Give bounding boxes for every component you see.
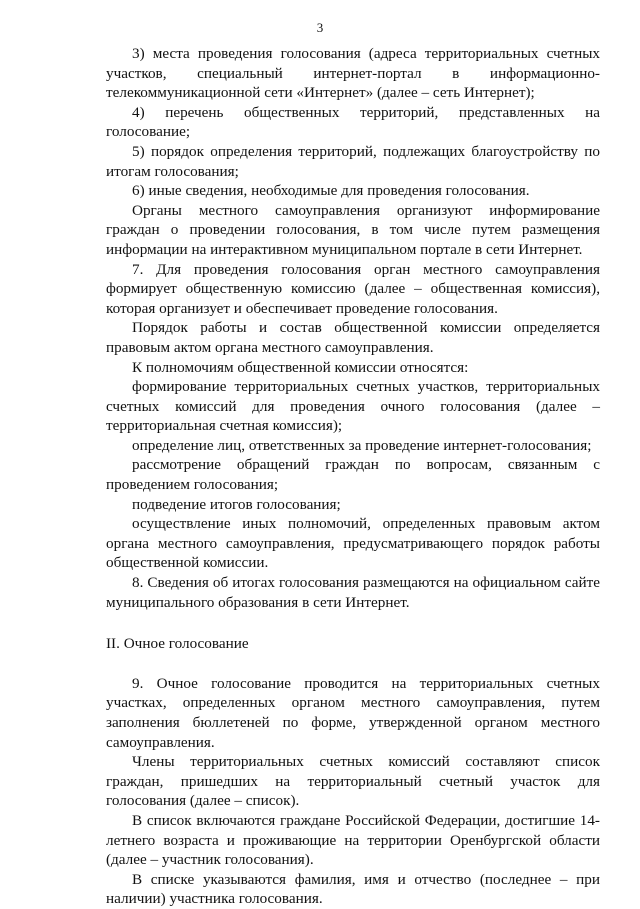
paragraph: 5) порядок определения территорий, подлежащих благоустройству по итогам голосования;: [106, 142, 600, 180]
paragraph: осуществление иных полномочий, определенных правовым актом органа местного самоуправления, предусматривающего порядок работы общественной комиссии.: [106, 515, 600, 572]
paragraph: Члены территориальных счетных комиссий составляют список граждан, пришедших на территориальный счетный участок для голосования (далее – список).: [106, 753, 600, 810]
page-number: 3: [316, 20, 324, 35]
paragraph: 8. Сведения об итогах голосования размещаются на официальном сайте муниципального образования в сети Интернет.: [106, 574, 600, 611]
paragraph: К полномочиям общественной комиссии относятся:: [132, 358, 469, 376]
paragraph: подведение итогов голосования;: [132, 495, 341, 513]
paragraph: определение лиц, ответственных за проведение интернет-голосования;: [132, 436, 592, 454]
paragraph: 9. Очное голосование проводится на территориальных счетных участках, определенных органом местного самоуправления, путем заполнения бюллетеней по форме, утвержденной органом местного самоуправления.: [106, 674, 600, 751]
paragraph: 3) места проведения голосования (адреса территориальных счетных участков, специальный интернет-портал в информационно-телекоммуникационной сети «Интернет» (далее – сеть Интернет);: [106, 45, 600, 102]
paragraph: В список включаются граждане Российской Федерации, достигшие 14-летнего возраста и проживающие на территории Оренбургской области (далее – участник голосования).: [106, 811, 600, 869]
paragraph: В списке указываются фамилия, имя и отчество (последнее – при наличии) участника голосования.: [106, 870, 600, 908]
paragraph: Порядок работы и состав общественной комиссии определяется правовым актом органа местного самоуправления.: [106, 319, 600, 356]
section-heading: II. Очное голосование: [106, 635, 249, 653]
paragraph: 6) иные сведения, необходимые для проведения голосования.: [132, 182, 530, 200]
document-body: [106, 44, 600, 909]
paragraph: формирование территориальных счетных участков, территориальных счетных комиссий для проведения очного голосования (далее – территориальная счетная комиссия);: [106, 378, 600, 435]
paragraph: 7. Для проведения голосования орган местного самоуправления формирует общественную комиссию (далее – общественная комиссия), которая организует и обеспечивает проведение голосования.: [106, 260, 600, 317]
paragraph: рассмотрение обращений граждан по вопросам, связанным с проведением голосования;: [106, 456, 600, 494]
paragraph: Органы местного самоуправления организуют информирование граждан о проведении голосования, в том числе путем размещения информации на интерактивном муниципальном портале в сети Интернет.: [106, 201, 600, 258]
paragraph: 4) перечень общественных территорий, представленных на голосование;: [106, 103, 600, 141]
